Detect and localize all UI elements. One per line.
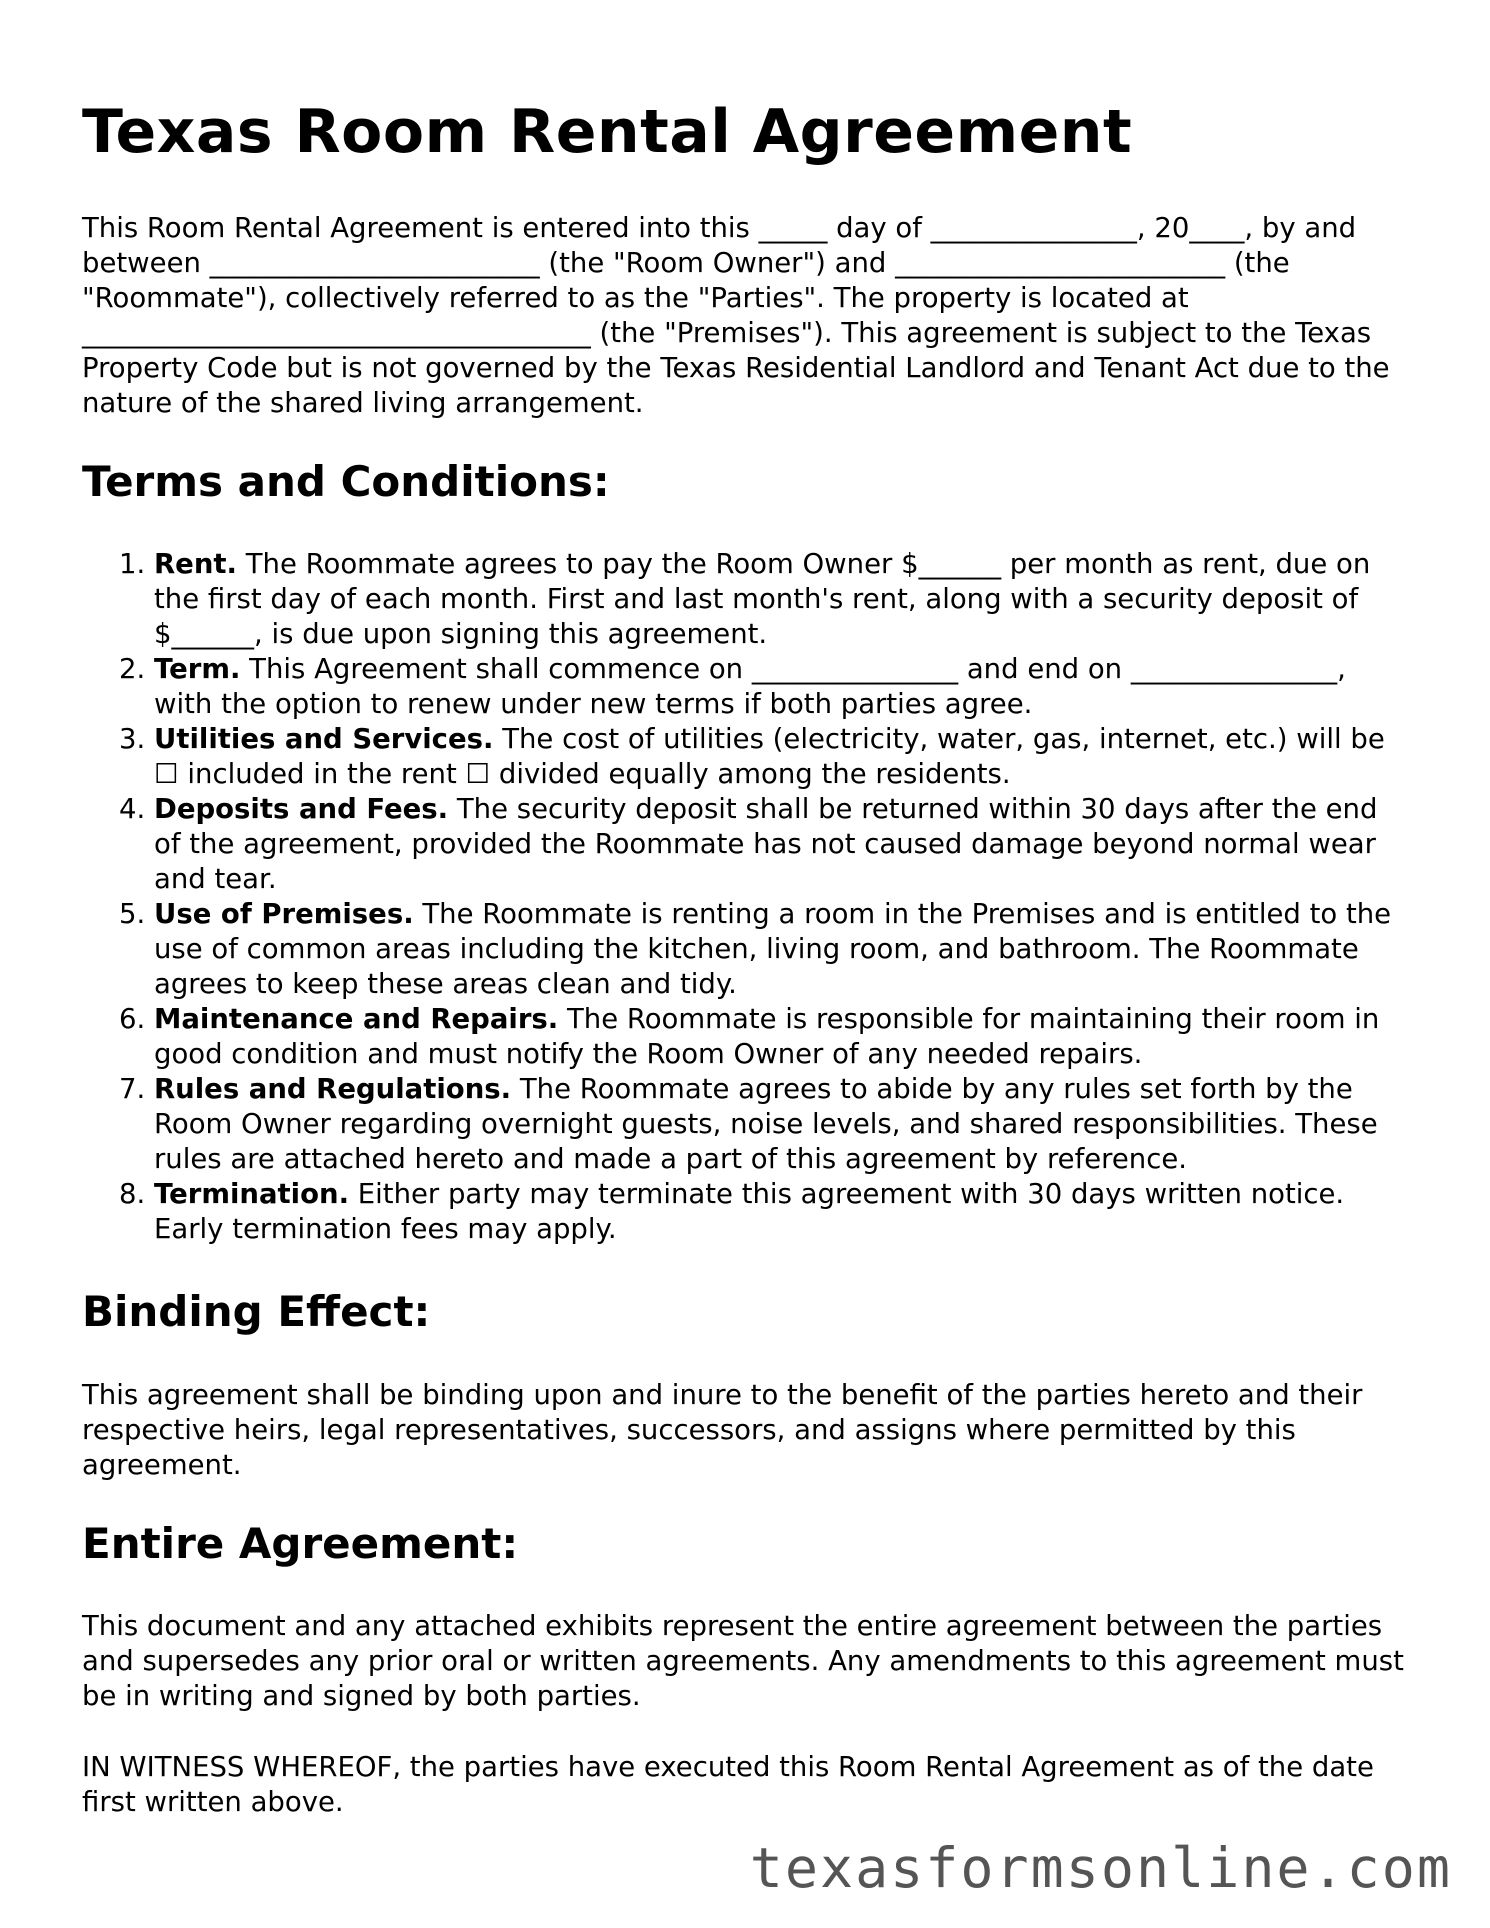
- term-item: [154, 897, 1408, 1002]
- terms-list: [82, 547, 1408, 1247]
- term-label: Termination.: [154, 1178, 350, 1211]
- term-text: Either party may terminate this agreement with 30 days written notice. Early termination fees may apply.: [154, 1178, 1345, 1246]
- entire-agreement-heading: Entire Agreement:: [82, 1518, 519, 1568]
- term-label: Use of Premises.: [154, 898, 414, 931]
- term-label: Deposits and Fees.: [154, 793, 449, 826]
- term-text: This Agreement shall commence on _______________ and end on _______________, with the option to renew under new terms if both parties agree.: [154, 653, 1346, 721]
- term-item: [154, 792, 1408, 897]
- terms-heading: Terms and Conditions:: [82, 457, 610, 506]
- term-label: Term.: [154, 653, 241, 686]
- term-text: The Roommate agrees to pay the Room Owner $______ per month as rent, due on the first day of each month. First and last month's rent, along with a security deposit of $______, is due upon signing this agreement.: [154, 548, 1371, 651]
- term-label: Utilities and Services.: [154, 723, 494, 756]
- term-text: The security deposit shall be returned within 30 days after the end of the agreement, provided the Roommate has not caused damage beyond normal wear and tear.: [154, 793, 1378, 896]
- term-label: Rent.: [154, 548, 237, 581]
- intro-paragraph: This Room Rental Agreement is entered into this _____ day of _______________, 20____, by and between ________________________ (the "Room Owner") and ________________________ (the "Roommate"), collectively referred to as the "Parties". The property is located at _____________________________________ (the "Premises"). This agreement is subject to the Texas Property Code but is not governed by the Texas Residential Landlord and Tenant Act due to the nature of the shared living arrangement.: [82, 212, 1390, 419]
- term-text: The Roommate agrees to abide by any rules set forth by the Room Owner regarding overnight guests, noise levels, and shared responsibilities. These rules are attached hereto and made a part of this agreement by reference.: [154, 1073, 1378, 1176]
- witness-paragraph: IN WITNESS WHEREOF, the parties have executed this Room Rental Agreement as of the date first written above.: [82, 1751, 1374, 1819]
- term-item: [154, 1002, 1408, 1072]
- term-item: [154, 547, 1408, 652]
- entire-agreement-paragraph: This document and any attached exhibits represent the entire agreement between the parties and supersedes any prior oral or written agreements. Any amendments to this agreement must be in writing and signed by both parties.: [82, 1610, 1404, 1713]
- binding-heading: Binding Effect:: [82, 1287, 431, 1337]
- term-text: The cost of utilities (electricity, water, gas, internet, etc.) will be ☐ included in the rent ☐ divided equally among the residents.: [154, 723, 1385, 791]
- document-page: [82, 98, 1408, 1856]
- term-item: [154, 1177, 1408, 1247]
- binding-paragraph: This agreement shall be binding upon and inure to the benefit of the parties hereto and their respective heirs, legal representatives, successors, and assigns where permitted by this agreement.: [82, 1378, 1363, 1481]
- term-item: [154, 652, 1408, 722]
- term-item: [154, 722, 1408, 792]
- site-watermark: texasformsonline.com: [749, 1836, 1452, 1900]
- term-item: [154, 1072, 1408, 1177]
- term-text: The Roommate is responsible for maintaining their room in good condition and must notify the Room Owner of any needed repairs.: [154, 1003, 1380, 1071]
- term-label: Maintenance and Repairs.: [154, 1003, 559, 1036]
- term-label: Rules and Regulations.: [154, 1073, 512, 1106]
- document-title: Texas Room Rental Agreement: [82, 97, 1133, 167]
- term-text: The Roommate is renting a room in the Premises and is entitled to the use of common areas including the kitchen, living room, and bathroom. The Roommate agrees to keep these areas clean and tidy.: [154, 898, 1392, 1001]
